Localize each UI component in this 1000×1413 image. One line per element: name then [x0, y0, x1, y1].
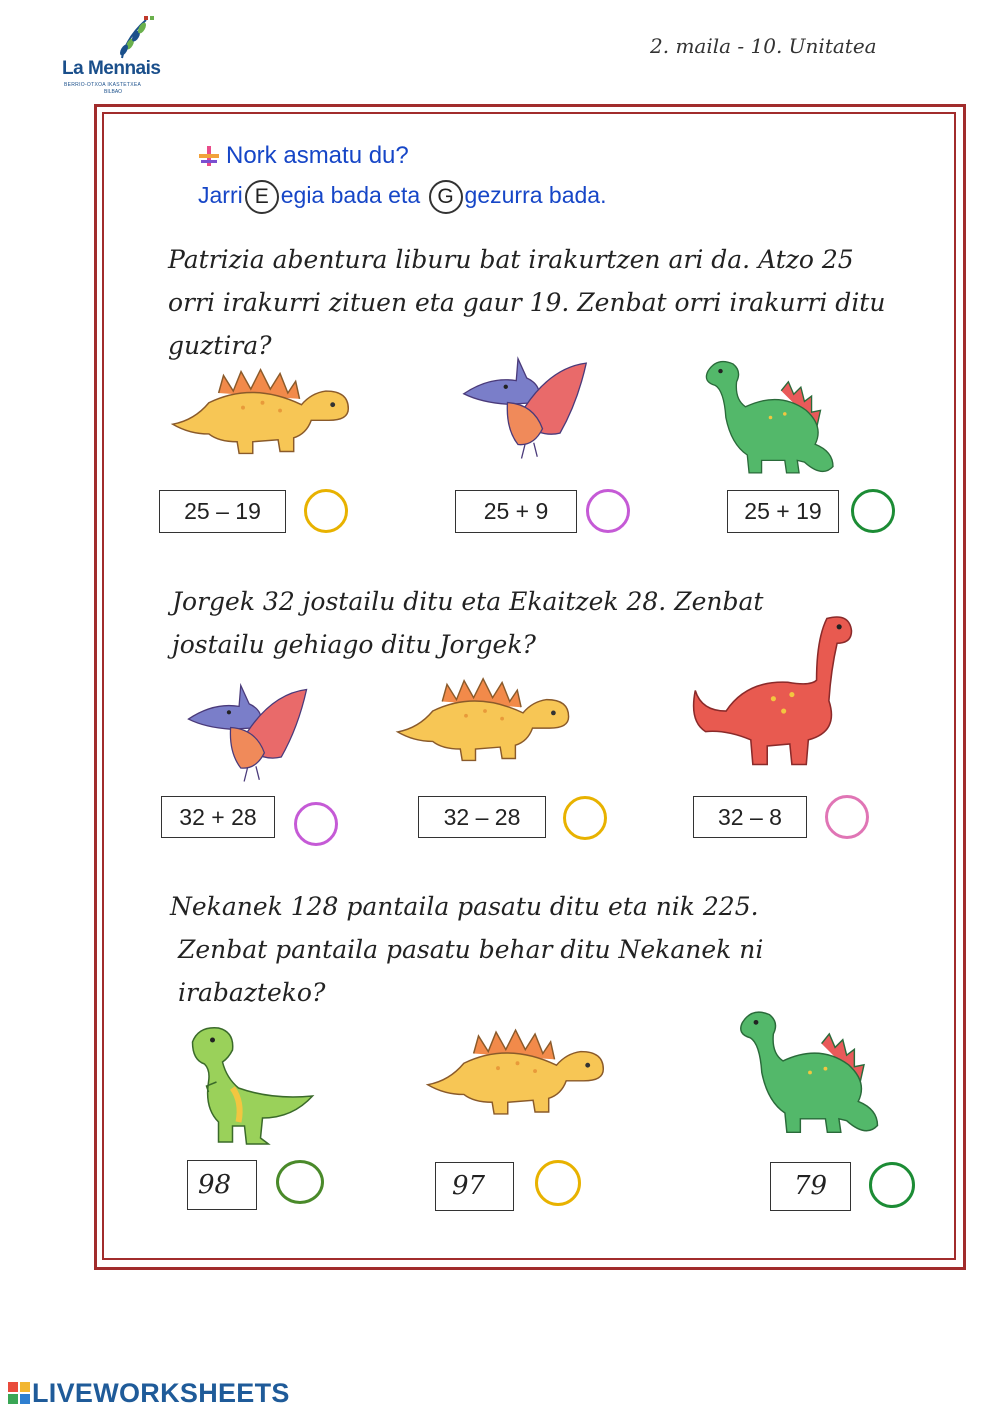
answer-circle[interactable]	[276, 1160, 324, 1204]
instruction-part3: gezurra bada.	[464, 182, 607, 209]
problem-line: guztira?	[168, 331, 272, 360]
instruction-text	[198, 180, 606, 214]
problem-line: orri irakurri zituen eta gaur 19. Zenbat orri irakurri ditu	[168, 288, 886, 317]
school-subtitle: BERRIO-OTXOA IKASTETXEA	[64, 82, 142, 88]
activity-title: Nork asmatu du?	[226, 142, 409, 169]
true-letter-circle: E	[245, 180, 279, 214]
answer-option-box: 97	[435, 1162, 514, 1211]
answer-option-box: 32 – 8	[693, 796, 807, 838]
brontosaurus-illustration	[685, 608, 870, 773]
liveworksheets-brand[interactable]: LIVEWORKSHEETS	[32, 1378, 290, 1408]
answer-option-box: 32 – 28	[418, 796, 546, 838]
unit-label: 2. maila - 10. Unitatea	[650, 34, 877, 58]
problem-line: Patrizia abentura liburu bat irakurtzen ari da. Atzo 25	[168, 245, 854, 274]
instruction-part1: Jarri	[198, 182, 243, 209]
sparkle-icon	[198, 145, 220, 167]
brontosaurus-illustration	[688, 355, 853, 480]
stegosaurus-illustration	[420, 1018, 615, 1128]
stegosaurus-illustration	[390, 668, 580, 773]
answer-circle[interactable]	[586, 489, 630, 533]
instruction-part2: egia bada eta	[280, 182, 421, 209]
answer-option-box: 25 + 19	[727, 490, 839, 533]
answer-circle[interactable]	[869, 1162, 915, 1208]
school-city: BILBAO	[104, 89, 123, 95]
brontosaurus-illustration	[730, 1005, 890, 1140]
answer-circle[interactable]	[851, 489, 895, 533]
t-rex-illustration	[180, 1022, 325, 1152]
problem-line: Jorgek 32 jostailu ditu eta Ekaitzek 28. Zenbat	[172, 587, 764, 616]
pterodactyl-illustration	[455, 340, 595, 465]
false-letter-circle: G	[429, 180, 463, 214]
problem-line: Nekanek 128 pantaila pasatu ditu eta nik 225.	[170, 892, 759, 921]
liveworksheets-icon	[8, 1382, 30, 1404]
problem-line: Zenbat pantaila pasatu behar ditu Nekanek ni	[178, 935, 764, 964]
answer-circle[interactable]	[304, 489, 348, 533]
answer-option-box: 79	[770, 1162, 851, 1211]
answer-circle[interactable]	[535, 1160, 581, 1206]
problem-2-text	[172, 580, 763, 666]
answer-circle[interactable]	[563, 796, 607, 840]
problem-line: irabazteko?	[178, 978, 326, 1007]
answer-option-box: 98	[187, 1160, 257, 1210]
answer-circle[interactable]	[294, 802, 338, 846]
answer-circle[interactable]	[825, 795, 869, 839]
problem-3-text	[170, 885, 763, 1014]
pterodactyl-illustration	[180, 665, 315, 790]
answer-option-box: 32 + 28	[161, 796, 275, 838]
answer-option-box: 25 + 9	[455, 490, 577, 533]
problem-line: jostailu gehiago ditu Jorgek?	[172, 630, 536, 659]
answer-option-box: 25 – 19	[159, 490, 286, 533]
school-name: La Mennais	[62, 58, 161, 79]
stegosaurus-illustration	[165, 360, 360, 465]
